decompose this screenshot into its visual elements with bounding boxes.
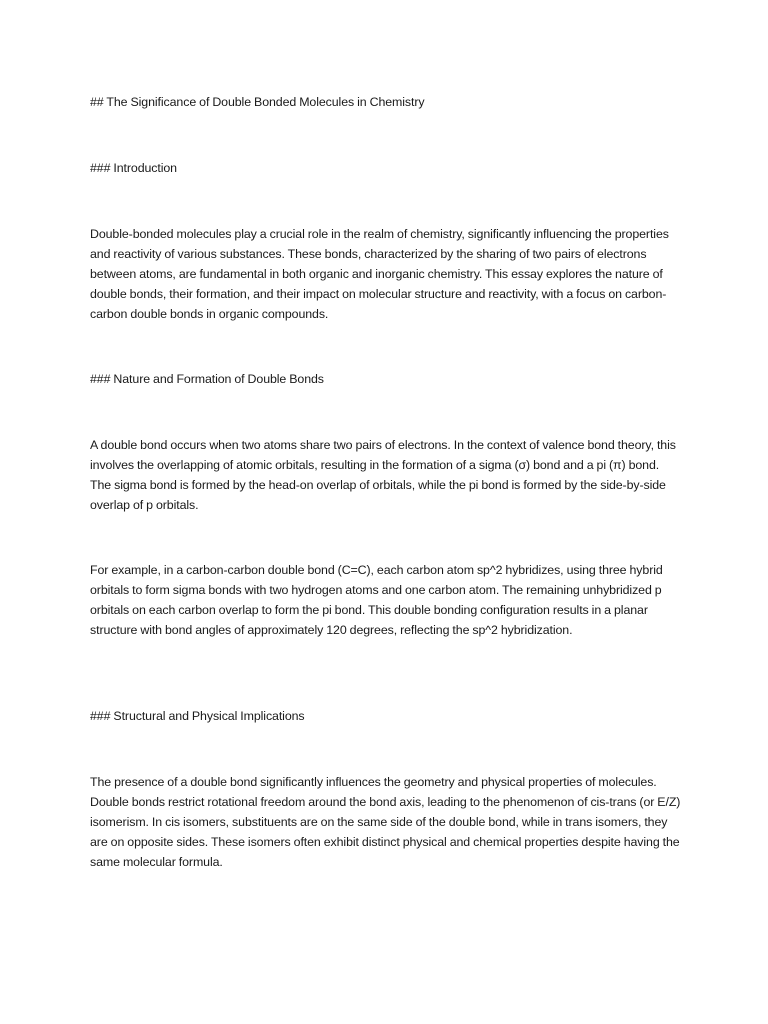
paragraph-carbon-example: For example, in a carbon-carbon double bond (C=C), each carbon atom sp^2 hybridizes, using three hybrid orbitals to form sigma bonds with two hydrogen atoms and one carbon atom. The remaining unhybridized p orbitals on each carbon overlap to form the pi bond. This double bonding configuration results in a planar structure with bond angles of approximately 120 degrees, reflecting the sp^2 hybridization. bbox=[90, 563, 663, 637]
section-heading-structural-physical: ### Structural and Physical Implications bbox=[90, 709, 305, 723]
paragraph-nature-formation: A double bond occurs when two atoms share two pairs of electrons. In the context of valence bond theory, this involves the overlapping of atomic orbitals, resulting in the formation of a sigma (σ) bond and a pi (π) bond. The sigma bond is formed by the head-on overlap of orbitals, while the pi bond is formed by the side-by-side overlap of p orbitals. bbox=[90, 438, 676, 512]
document-title: ## The Significance of Double Bonded Molecules in Chemistry bbox=[90, 95, 425, 109]
section-heading-nature-formation: ### Nature and Formation of Double Bonds bbox=[90, 372, 324, 386]
paragraph-structural-physical: The presence of a double bond significantly influences the geometry and physical properties of molecules. Double bonds restrict rotational freedom around the bond axis, leading to the phenomenon of cis-trans (or E/Z) isomerism. In cis isomers, substituents are on the same side of the double bond, while in trans isomers, they are on opposite sides. These isomers often exhibit distinct physical and chemical properties despite having the same molecular formula. bbox=[90, 775, 681, 869]
section-heading-introduction: ### Introduction bbox=[90, 161, 177, 175]
paragraph-introduction: Double-bonded molecules play a crucial role in the realm of chemistry, significantly influencing the properties and reactivity of various substances. These bonds, characterized by the sharing of two pairs of electrons between atoms, are fundamental in both organic and inorganic chemistry. This essay explores the nature of double bonds, their formation, and their impact on molecular structure and reactivity, with a focus on carbon-carbon double bonds in organic compounds. bbox=[90, 227, 669, 321]
